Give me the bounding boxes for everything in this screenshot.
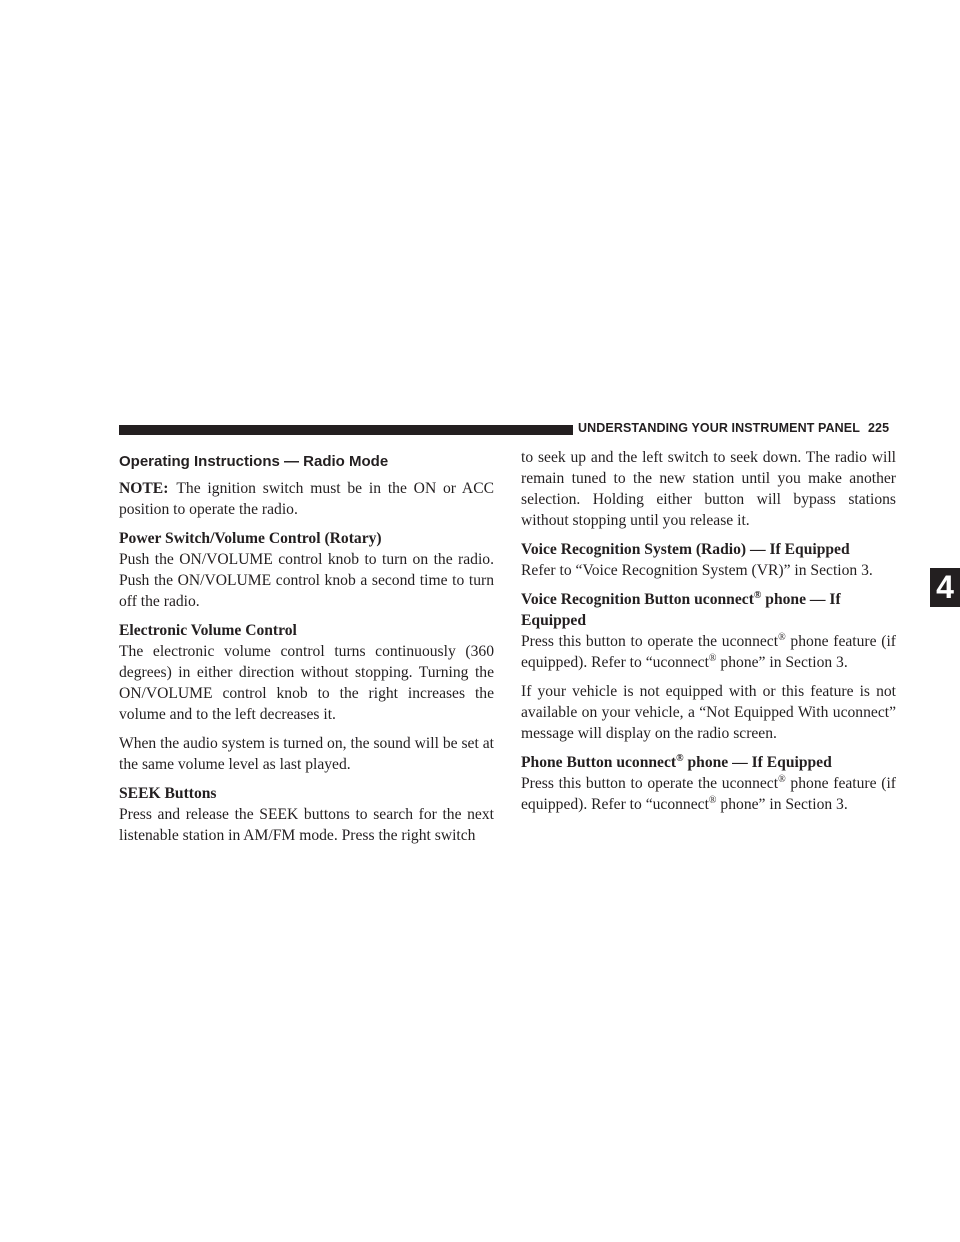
power-switch-text: Push the ON/VOLUME control knob to turn on the radio. Push the ON/VOLUME control knob a second time to turn off the radio. [119, 551, 494, 610]
registered-mark: ® [753, 589, 762, 601]
voice-recognition-text: Refer to “Voice Recognition System (VR)” in Section 3. [521, 562, 873, 579]
seek-continued-text: to seek up and the left switch to seek down. The radio will remain tuned to the new station until you make another selection. Holding either button will bypass stations without stopping until you release it. [521, 449, 896, 529]
seek-buttons-text: Press and release the SEEK buttons to search for the next listenable station in AM/FM mode. Press the right switch [119, 806, 494, 844]
registered-mark: ® [708, 652, 717, 664]
note-text: The ignition switch must be in the ON or ACC position to operate the radio. [119, 480, 494, 518]
right-column [521, 447, 896, 823]
audio-system-text: When the audio system is turned on, the sound will be set at the same volume level as last played. [119, 735, 494, 773]
registered-mark: ® [708, 794, 717, 806]
registered-mark: ® [778, 773, 786, 785]
running-header [578, 421, 889, 435]
note-label: NOTE: [119, 480, 169, 497]
section-heading: Operating Instructions — Radio Mode [119, 453, 389, 470]
registered-mark: ® [676, 752, 684, 764]
header-title: UNDERSTANDING YOUR INSTRUMENT PANEL [578, 421, 860, 435]
phone-button-text: Press this button to operate the uconnect® phone feature (if equipped). Refer to “uconnect® phone” in Section 3. [521, 773, 896, 813]
not-equipped-text: If your vehicle is not equipped with or this feature is not available on your vehicle, a “Not Equipped With uconnect” message will display on the radio screen. [521, 683, 896, 742]
phone-button-heading: Phone Button uconnect® phone — If Equipped [521, 752, 832, 771]
section-tab: 4 [930, 568, 960, 607]
voice-recognition-heading: Voice Recognition System (Radio) — If Equipped [521, 541, 850, 558]
power-switch-heading: Power Switch/Volume Control (Rotary) [119, 530, 382, 547]
header-rule [119, 425, 573, 435]
left-column [119, 452, 494, 854]
voice-recognition-button-heading: Voice Recognition Button uconnect® phone — If Equipped [521, 589, 841, 629]
electronic-volume-text: The electronic volume control turns continuously (360 degrees) in either direction without stopping. Turning the ON/VOLUME control knob to the right increases the volume and to the left decreases it. [119, 643, 494, 723]
seek-buttons-heading: SEEK Buttons [119, 785, 217, 802]
voice-recognition-button-text: Press this button to operate the uconnect® phone feature (if equipped). Refer to “uconnect® phone” in Section 3. [521, 631, 896, 671]
page-number: 225 [867, 421, 890, 435]
registered-mark: ® [778, 631, 786, 643]
note-paragraph [119, 478, 494, 520]
electronic-volume-heading: Electronic Volume Control [119, 622, 297, 639]
